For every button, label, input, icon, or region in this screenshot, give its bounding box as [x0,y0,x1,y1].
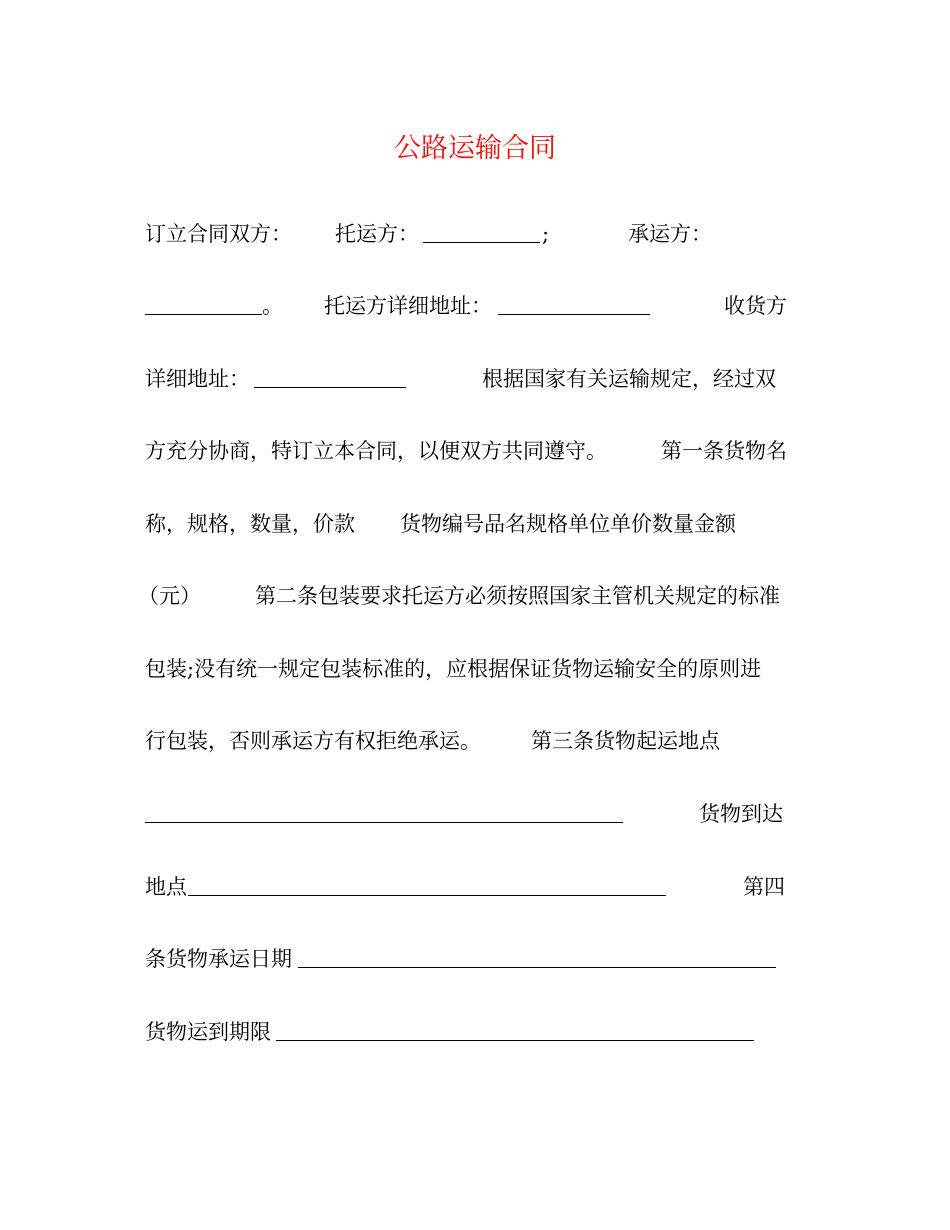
contract-line-8 [0,723,950,759]
article-1-heading: 第一条货物名 [661,439,787,463]
contract-line-7 [0,651,950,687]
carrier-blank [145,314,262,315]
article-2-text-end: 行包装，否则承运方有权拒绝承运。 [145,729,481,753]
contract-line-10 [0,869,950,905]
article-4-heading: 第四 [743,875,785,899]
goods-table-headers: 货物编号品名规格单位单价数量金额 [400,512,736,536]
parties-label: 订立合同双方： [145,222,292,246]
origin-blank [145,822,623,823]
destination-blank [188,895,666,896]
contract-line-4 [0,433,950,469]
document-title: 公路运输合同 [394,133,556,164]
currency-unit: （元） [138,584,201,608]
preamble-end: 方充分协商，特订立本合同，以便双方共同遵守。 [145,439,607,463]
article-2-text: 第二条包装要求托运方必须按照国家主管机关规定的标准 [255,584,780,608]
contract-line-5 [0,506,950,542]
contract-line-2 [0,288,950,324]
delivery-deadline-blank [276,1040,754,1041]
consignee-address-label: 详细地址： [145,367,250,391]
carrier-label: 承运方： [628,222,712,246]
semicolon: ; [542,222,550,246]
shipping-date-label: 条货物承运日期 [145,947,292,971]
contract-line-12 [0,1014,950,1050]
contract-line-9 [0,796,950,832]
shipper-address-blank [498,314,650,315]
contract-line-6 [0,578,950,614]
preamble-start: 根据国家有关运输规定，经过双 [482,367,776,391]
consignee-address-blank [254,387,406,388]
shipping-date-blank [298,967,776,968]
destination-label: 货物到达 [699,802,783,826]
contract-line-1 [0,216,950,252]
article-1-heading-cont: 称，规格，数量，价款 [145,512,355,536]
destination-label-cont: 地点 [145,875,187,899]
contract-line-11 [0,941,950,977]
contract-line-3 [0,361,950,397]
article-3-heading: 第三条货物起运地点 [531,729,720,753]
shipper-label: 托运方： [335,222,419,246]
shipper-address-label: 托运方详细地址： [324,294,492,318]
period: 。 [262,294,283,318]
article-2-text-cont: 包装;没有统一规定包装标准的，应根据保证货物运输安全的原则进 [145,657,762,681]
shipper-blank [423,242,540,243]
consignee-label: 收货方 [724,294,787,318]
delivery-deadline-label: 货物运到期限 [145,1020,271,1044]
